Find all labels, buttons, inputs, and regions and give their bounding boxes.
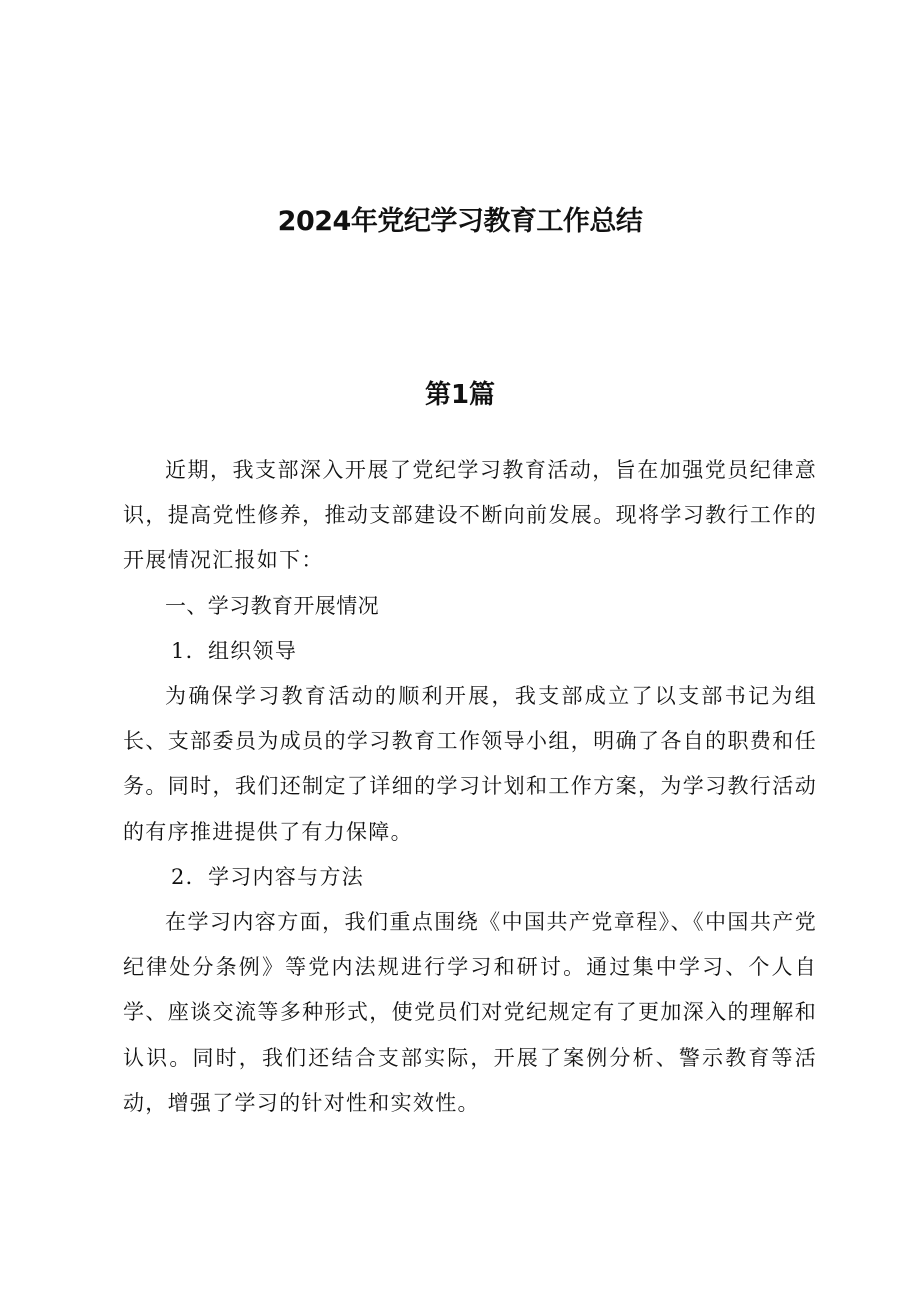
content-method-paragraph: 在学习内容方面，我们重点围绕《中国共产党章程》、《中国共产党纪律处分条例》等党内法规进行学习和研讨。通过集中学习、个人自学、座谈交流等多种形式，使党员们对党纪规定有了更加深入的理解和认识。同时，我们还结合支部实际，开展了案例分析、警示教育等活动，增强了学习的针对性和实效性。: [123, 910, 817, 1115]
document-title: 2024年党纪学习教育工作总结: [277, 206, 643, 237]
subheading-organization: 1．组织领导: [171, 638, 298, 663]
part-heading-study-education: 一、学习教育开展情况: [165, 593, 379, 618]
subheading-content-method: 2．学习内容与方法: [171, 864, 365, 889]
organization-paragraph: 为确保学习教育活动的顺利开展，我支部成立了以支部书记为组长、支部委员为成员的学习教育工作领导小组，明确了各自的职费和任务。同时，我们还制定了详细的学习计划和工作方案，为学习教行活动的有序推进提供了有力保障。: [123, 684, 817, 844]
intro-paragraph: 近期，我支部深入开展了党纪学习教育活动，旨在加强党员纪律意识，提高党性修养，推动支部建设不断向前发展。现将学习教行工作的开展情况汇报如下：: [123, 458, 817, 573]
document-body: [123, 448, 817, 1126]
section-title: 第1篇: [424, 380, 496, 410]
